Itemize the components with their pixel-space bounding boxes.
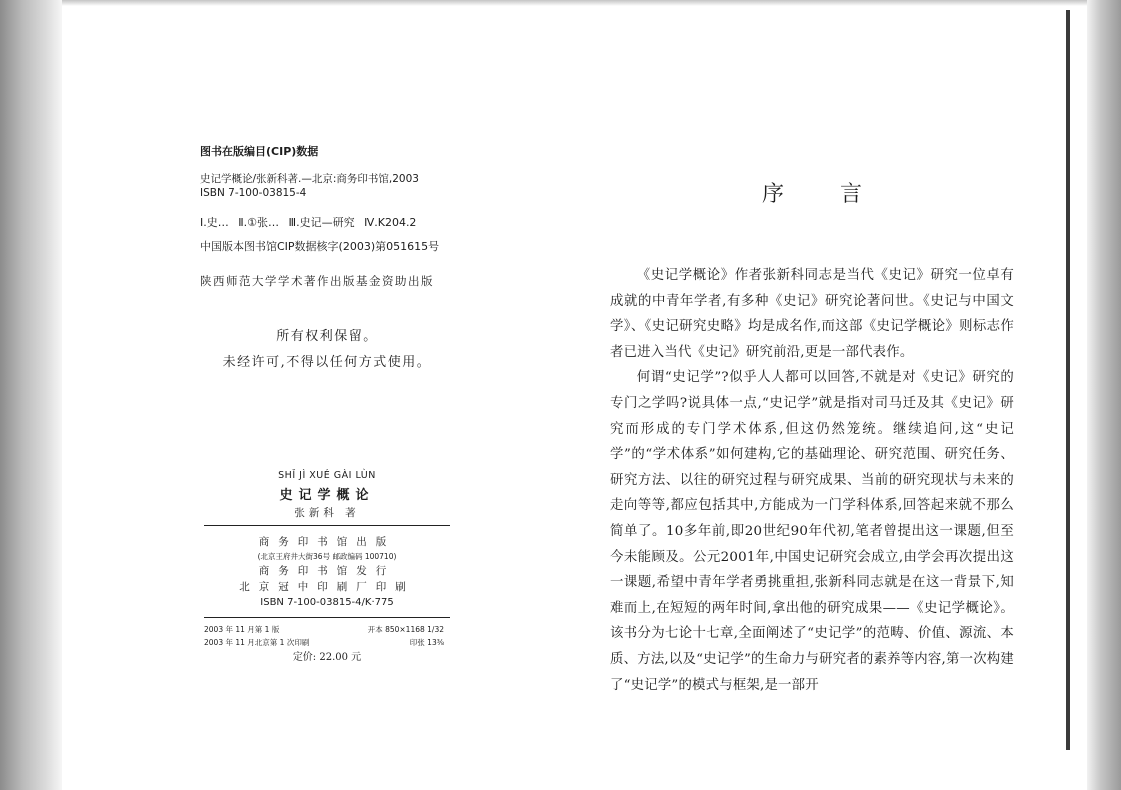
rights-reserved: 所有权利保留。 [276,329,378,344]
copyright-page [62,0,532,790]
edition-row [204,623,450,636]
edition-info: 2003 年 11 月第 1 版 [204,625,280,634]
cip-line-isbn: ISBN 7-100-03815-4 [200,187,307,199]
preface-paragraph: 何谓“史记学”?似乎人人都可以回答,不就是对《史记》研究的专门之学吗?说具体一点,“史记学”就是指对司马迁及其《史记》研究而形成的专门学术体系,但这仍然笼统。继续追问,这“史记学”的“学术体系”如何建构,它的基础理论、研究范围、研究任务、研究方法、以往的研究过程与研究成果、当前的研究现状与未来的走向等等,都应包括其中,方能成为一门学科体系,回答起来就不那么简单了。10多年前,即20世纪90年代初,笔者曾提出这一课题,但至今未能顾及。公元2001年,中国史记研究会成立,由学会再次提出这一课题,希望中青年学者勇挑重担,张新科同志就是在这一背景下,知难而上,在短短的两年时间,拿出他的研究成果——《史记学概论》。该书分为七论十七章,全面阐述了“史记学”的范畴、价值、源流、本质、方法,以及“史记学”的生命力与研究者的素养等内容,第一次构建了“史记学”的模式与框架,是一部开 [610,370,1014,693]
scan-shadow-right [1087,0,1121,790]
scan-shadow-left [0,0,62,790]
colophon-rule [204,525,450,526]
printer-line: 北京冠中印刷厂印刷 [239,581,415,593]
book-author: 张新科 著 [294,507,360,519]
cip-archive-number: 中国版本图书馆CIP数据核字(2003)第051615号 [200,240,440,253]
cip-classification: Ⅰ.史… Ⅱ.①张… Ⅲ.史记—研究 Ⅳ.K204.2 [200,216,417,229]
publisher-address: (北京王府井大街36号 邮政编码 100710) [257,552,397,561]
distributor-line: 商务印书馆发行 [258,565,396,577]
colophon-box [204,470,450,665]
fund-note: 陕西师范大学学术著作出版基金资助出版 [200,274,434,288]
publisher-line: 商务印书馆出版 [258,536,396,548]
sheet-info: 印张 13⅜ [409,638,444,647]
preface-title: 序言 [762,182,919,207]
edition-row [204,636,450,649]
page-edge [1066,10,1070,750]
cip-heading: 图书在版编目(CIP)数据 [200,145,319,158]
preface-body [610,263,1014,698]
printing-info: 2003 年 11 月北京第 1 次印刷 [204,638,310,647]
book-title-pinyin: SHǏ JÌ XUÉ GÀI LÙN [278,470,376,481]
rights-restriction: 未经许可,不得以任何方式使用。 [222,355,432,370]
preface-paragraph: 《史记学概论》作者张新科同志是当代《史记》研究一位卓有成就的中青年学者,有多种《史记》研究论著问世。《史记与中国文学》、《史记研究史略》均是成名作,而这部《史记学概论》则标志作者已进入当代《史记》研究前沿,更是一部代表作。 [610,268,1014,360]
cip-line-title: 史记学概论/张新科著.—北京:商务印书馆,2003 [200,173,419,185]
format-info: 开本 850×1168 1/32 [367,625,444,634]
colophon-isbn: ISBN 7-100-03815-4/K·775 [260,597,394,608]
price: 定价: 22.00 元 [292,652,362,663]
book-title: 史记学概论 [279,488,375,503]
colophon-rule-lower [204,617,450,618]
